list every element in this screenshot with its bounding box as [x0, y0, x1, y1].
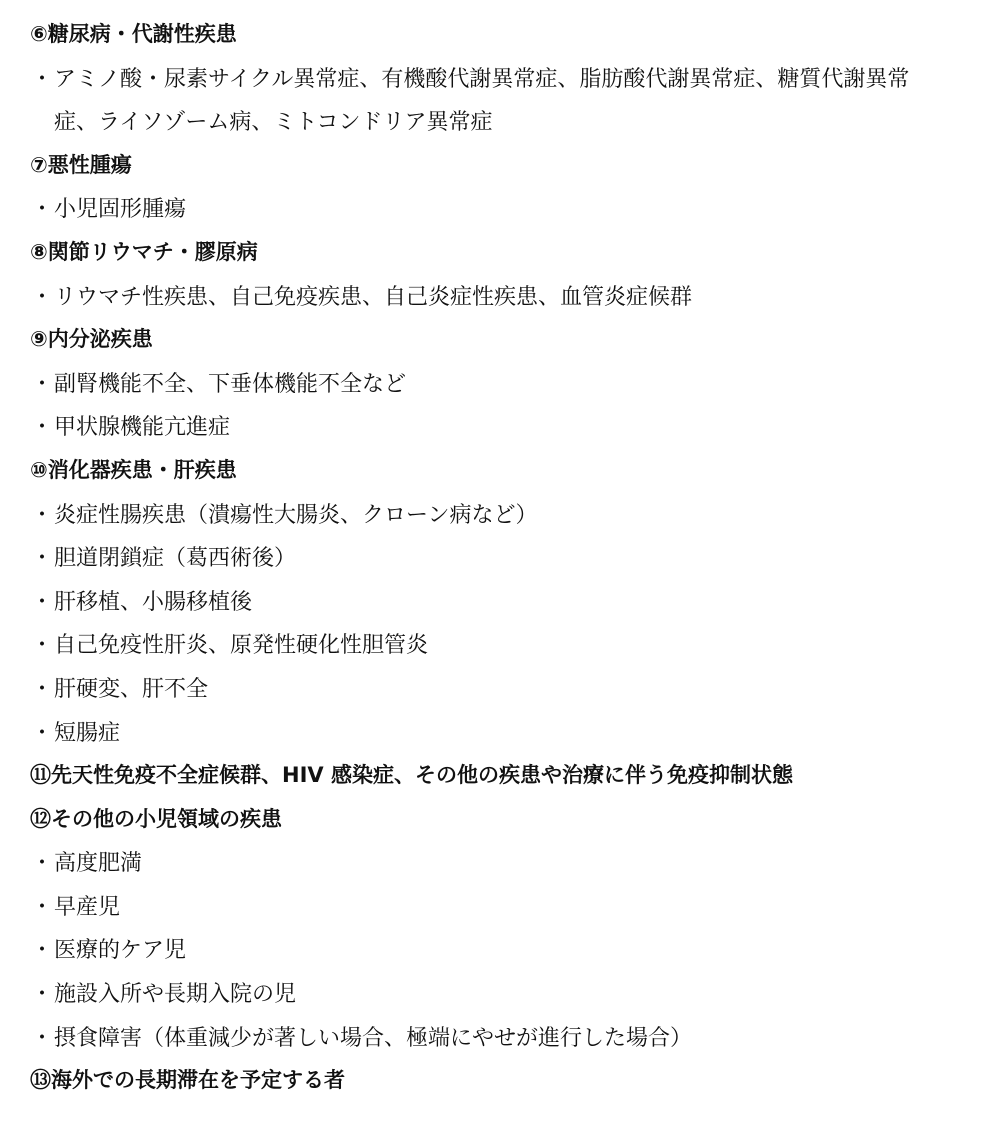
list-item-text: リウマチ性疾患、自己免疫疾患、自己炎症性疾患、血管炎症候群: [54, 284, 693, 310]
bullet: ・: [30, 415, 53, 441]
list-item: [30, 363, 997, 407]
list-item-text: 胆道閉鎖症（葛西術後）: [54, 546, 297, 572]
list-item-text: 小児固形腫瘍: [54, 197, 187, 223]
section-heading: ⑬海外での長期滞在を予定する者: [30, 1068, 345, 1093]
list-item: [30, 276, 997, 320]
list-item-text: 早産児: [54, 894, 121, 920]
bullet: ・: [30, 894, 53, 920]
list-item: [30, 624, 997, 668]
list-item: [30, 886, 997, 930]
list-item: [30, 668, 997, 712]
list-item-text: アミノ酸・尿素サイクル異常症、有機酸代謝異常症、脂肪酸代謝異常症、糖質代謝異常症、ライソゾーム病、ミトコンドリア異常症: [54, 66, 910, 136]
list-item-text: 施設入所や長期入院の児: [54, 982, 297, 1008]
list-item: [30, 842, 997, 886]
list-item: [30, 1017, 997, 1061]
bullet: ・: [30, 284, 53, 310]
list-item-text: 自己免疫性肝炎、原発性硬化性胆管炎: [54, 633, 429, 659]
bullet: ・: [30, 546, 53, 572]
list-item: [30, 188, 997, 232]
section-heading: ⑥糖尿病・代謝性疾患: [30, 22, 237, 46]
list-item-text: 摂食障害（体重減少が著しい場合、極端にやせが進行した場合）: [54, 1025, 693, 1051]
bullet: ・: [30, 938, 53, 964]
bullet: ・: [30, 676, 53, 702]
list-item-text: 肝移植、小腸移植後: [54, 589, 253, 615]
section-heading: ⑪先天性免疫不全症候群、HIV 感染症、その他の疾患や治療に伴う免疫抑制状態: [30, 763, 793, 788]
list-item-text: 医療的ケア児: [54, 938, 187, 964]
list-item-text: 肝硬変、肝不全: [54, 676, 209, 702]
bullet: ・: [30, 720, 53, 746]
section-heading: ⑩消化器疾患・肝疾患: [30, 457, 237, 482]
bullet: ・: [30, 851, 53, 877]
bullet: ・: [30, 502, 53, 528]
bullet: ・: [30, 633, 53, 659]
list-item-text: 甲状腺機能亢進症: [54, 415, 231, 441]
list-item: [30, 973, 997, 1017]
list-item: [30, 406, 997, 450]
list-item: [30, 58, 997, 145]
list-item-text: 高度肥満: [54, 851, 143, 877]
list-item: [30, 712, 997, 756]
bullet: ・: [30, 589, 53, 615]
bullet: ・: [30, 982, 53, 1008]
list-item: [30, 581, 997, 625]
bullet: ・: [30, 197, 53, 223]
section-heading: ⑫その他の小児領域の疾患: [30, 806, 282, 831]
section-heading: ⑦悪性腫瘍: [30, 152, 132, 177]
list-item: [30, 929, 997, 973]
list-item-text: 短腸症: [54, 720, 121, 746]
bullet: ・: [30, 1025, 53, 1051]
list-item-text: 炎症性腸疾患（潰瘍性大腸炎、クローン病など）: [54, 502, 538, 528]
section-heading: ⑨内分泌疾患: [30, 327, 153, 352]
section-heading: ⑧関節リウマチ・膠原病: [30, 239, 258, 264]
list-item: [30, 537, 997, 581]
list-item: [30, 494, 997, 538]
bullet: ・: [30, 371, 53, 397]
bullet: ・: [30, 66, 53, 92]
list-item-text: 副腎機能不全、下垂体機能不全など: [54, 371, 407, 397]
